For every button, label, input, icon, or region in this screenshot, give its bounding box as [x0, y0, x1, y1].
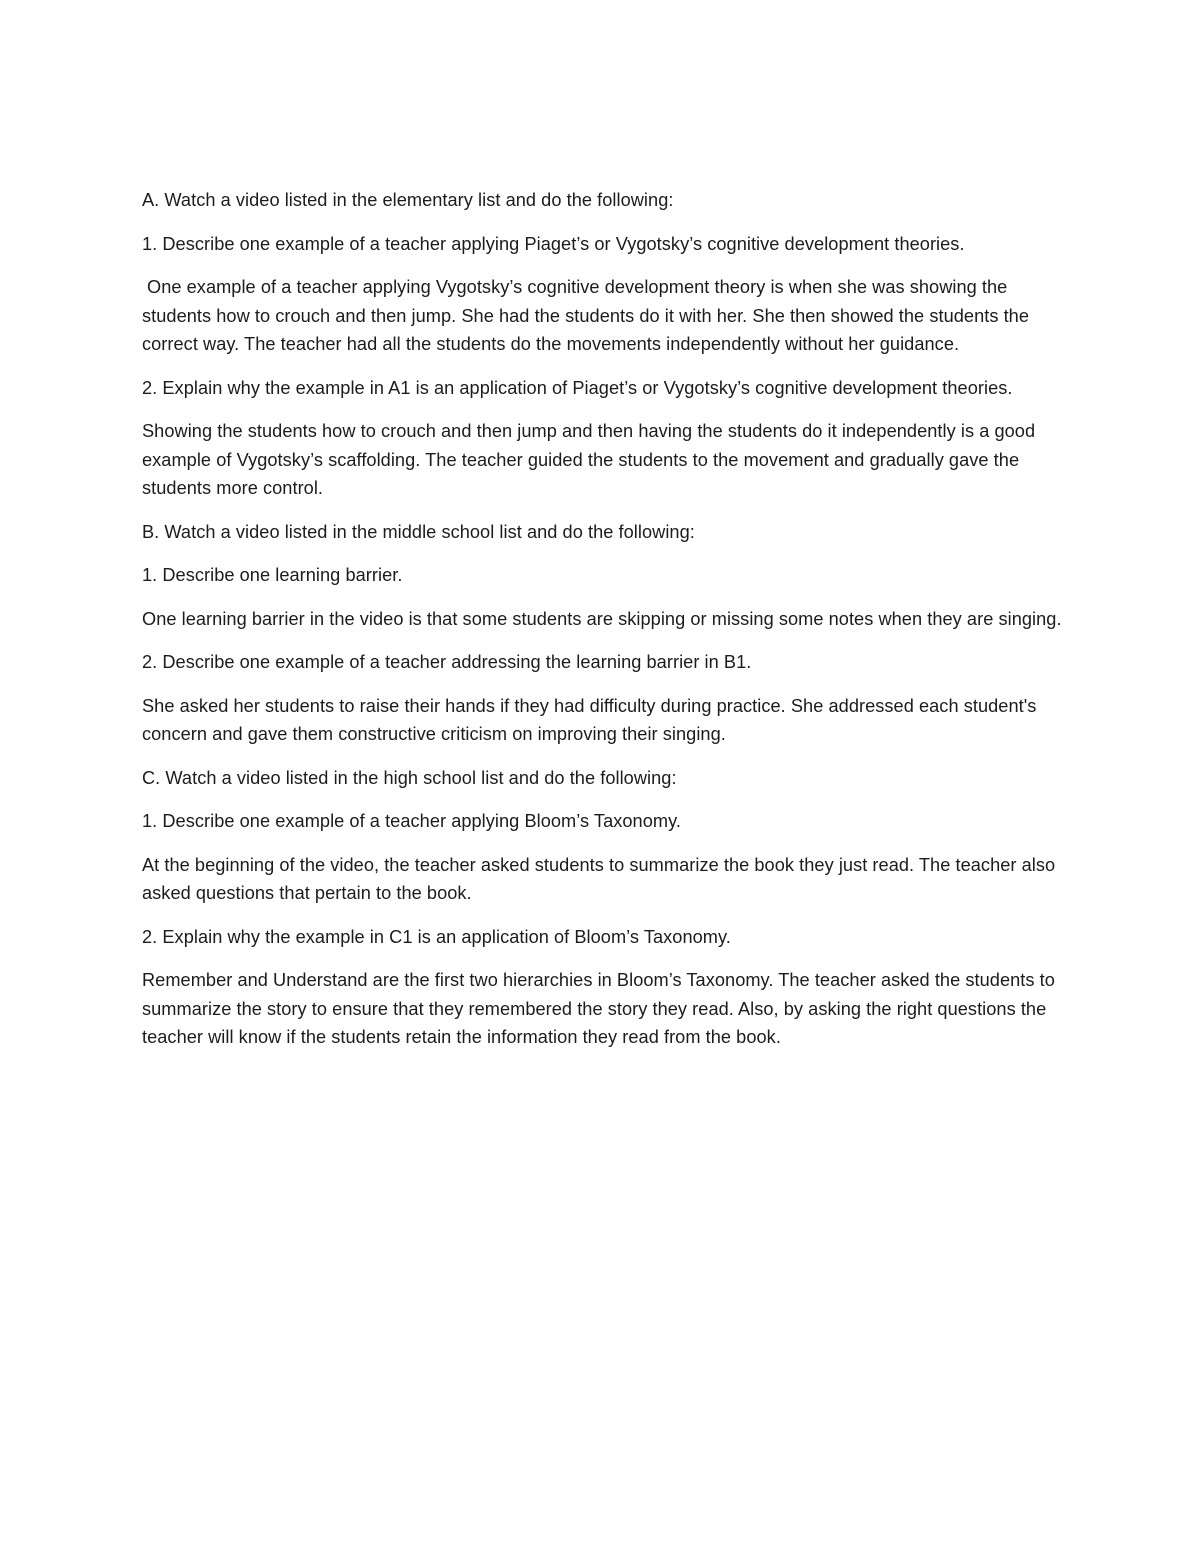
document-body: [142, 186, 1062, 1067]
section-b-answer-1: One learning barrier in the video is that some students are skipping or missing some notes when they are singing.: [142, 608, 1062, 629]
section-b-answer-2: She asked her students to raise their hands if they had difficulty during practice. She addressed each student's concern and gave them constructive criticism on improving their singing.: [142, 695, 1037, 744]
section-c-heading: C. Watch a video listed in the high school list and do the following:: [142, 767, 677, 788]
section-a-answer-1: [142, 273, 1062, 359]
section-a-question-1: 1. Describe one example of a teacher applying Piaget’s or Vygotsky’s cognitive development theories.: [142, 233, 965, 254]
section-a-heading: A. Watch a video listed in the elementary list and do the following:: [142, 190, 674, 210]
section-c-question-1: 1. Describe one example of a teacher applying Bloom’s Taxonomy.: [142, 811, 681, 831]
section-a-answer-1-text: One example of a teacher applying Vygotsky’s cognitive development theory is when she was showing the students how to crouch and then jump. She had the students do it with her. She then showed the students the correct way. The teacher had all the students do the movements independently without her guidance.: [142, 277, 1030, 354]
section-a-question-2: 2. Explain why the example in A1 is an application of Piaget’s or Vygotsky’s cognitive development theories.: [142, 377, 1013, 398]
section-c-answer-1: At the beginning of the video, the teacher asked students to summarize the book they just read. The teacher also asked questions that pertain to the book.: [142, 854, 1056, 903]
section-b-question-1: 1. Describe one learning barrier.: [142, 565, 403, 585]
section-b-heading: B. Watch a video listed in the middle school list and do the following:: [142, 521, 695, 542]
section-c-question-2: 2. Explain why the example in C1 is an application of Bloom’s Taxonomy.: [142, 926, 731, 947]
section-c-answer-2: Remember and Understand are the first two hierarchies in Bloom’s Taxonomy. The teacher asked the students to summarize the story to ensure that they remembered the story they read. Also, by asking the right questions the teacher will know if the students retain the information they read from the book.: [142, 970, 1055, 1047]
section-a-answer-2: Showing the students how to crouch and then jump and then having the students do it independently is a good example of Vygotsky’s scaffolding. The teacher guided the students to the movement and gradually gave the students more control.: [142, 421, 1036, 498]
section-b-question-2: 2. Describe one example of a teacher addressing the learning barrier in B1.: [142, 652, 752, 672]
